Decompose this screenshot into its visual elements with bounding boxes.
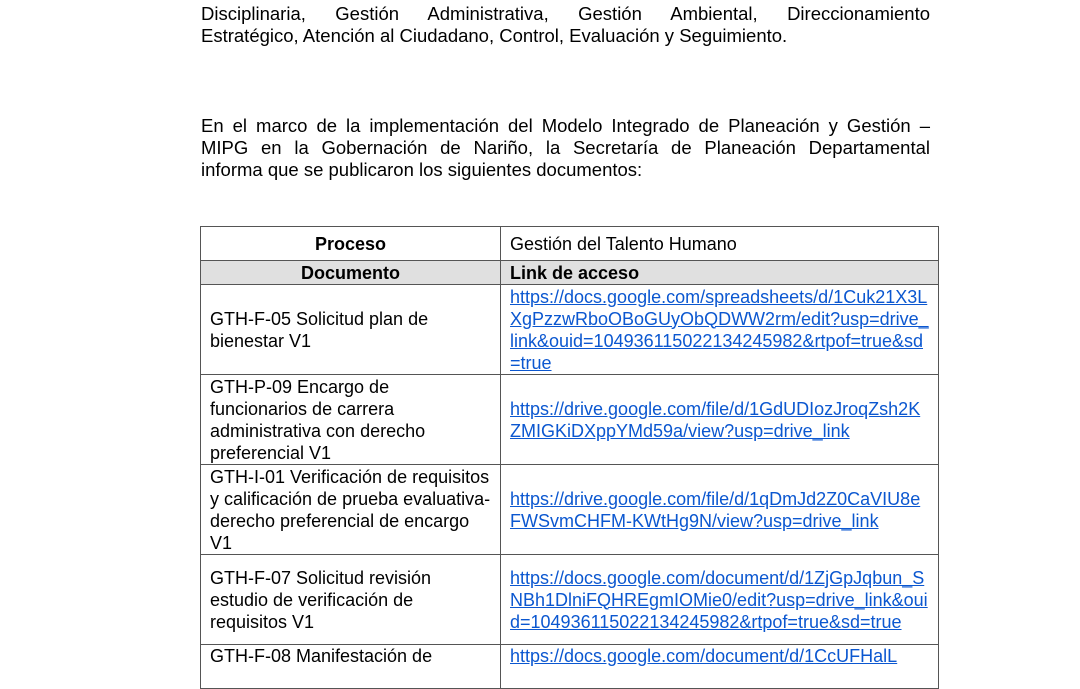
process-label: Proceso [201, 227, 501, 261]
document-name: GTH-I-01 Verificación de requisitos y calificación de prueba evaluativa- derecho preferencial de encargo V1 [201, 465, 501, 555]
document-name: GTH-F-05 Solicitud plan de bienestar V1 [201, 285, 501, 375]
table-row [201, 555, 939, 645]
header-row [201, 261, 939, 285]
document-name: GTH-F-08 Manifestación de [201, 645, 501, 689]
access-link[interactable]: https://docs.google.com/document/d/1ZjGpJqbun_SNBh1DlniFQHREgmIOMie0/edit?usp=drive_link&ouid=104936115022134245982&rtpof=true&sd=true [510, 567, 928, 632]
access-link[interactable]: https://drive.google.com/file/d/1qDmJd2Z0CaVIU8eFWSvmCHFM-KWtHg9N/view?usp=drive_link [510, 488, 921, 531]
intro-paragraph [201, 3, 930, 47]
column-header-link: Link de acceso [501, 261, 939, 285]
table-row [201, 375, 939, 465]
process-value: Gestión del Talento Humano [501, 227, 939, 261]
notice-line: En el marco de la implementación del Modelo Integrado de Planeación y Gestión – [201, 115, 930, 136]
table-row [201, 285, 939, 375]
table-row [201, 645, 939, 689]
access-link[interactable]: https://docs.google.com/document/d/1CcUFHalL [510, 646, 898, 666]
table-row [201, 465, 939, 555]
notice-paragraph [201, 115, 930, 181]
document-name: GTH-F-07 Solicitud revisión estudio de verificación de requisitos V1 [201, 555, 501, 645]
intro-line: Estratégico, Atención al Ciudadano, Control, Evaluación y Seguimiento. [201, 25, 788, 46]
document-name: GTH-P-09 Encargo de funcionarios de carrera administrativa con derecho preferencial V1 [201, 375, 501, 465]
intro-line: Disciplinaria, Gestión Administrativa, Gestión Ambiental, Direccionamiento [201, 3, 930, 24]
access-link[interactable]: https://docs.google.com/spreadsheets/d/1Cuk21X3LXgPzzwRboOBoGUyObQDWW2rm/edit?usp=drive_link&ouid=104936115022134245982&rtpof=true&sd=true [510, 286, 929, 373]
documents-table [200, 226, 939, 689]
access-link[interactable]: https://drive.google.com/file/d/1GdUDIozJroqZsh2KZMIGKiDXppYMd59a/view?usp=drive_link [510, 398, 921, 441]
notice-line: MIPG en la Gobernación de Nariño, la Secretaría de Planeación Departamental [201, 137, 930, 158]
column-header-document: Documento [201, 261, 501, 285]
notice-line: informa que se publicaron los siguientes documentos: [201, 159, 643, 180]
process-row [201, 227, 939, 261]
